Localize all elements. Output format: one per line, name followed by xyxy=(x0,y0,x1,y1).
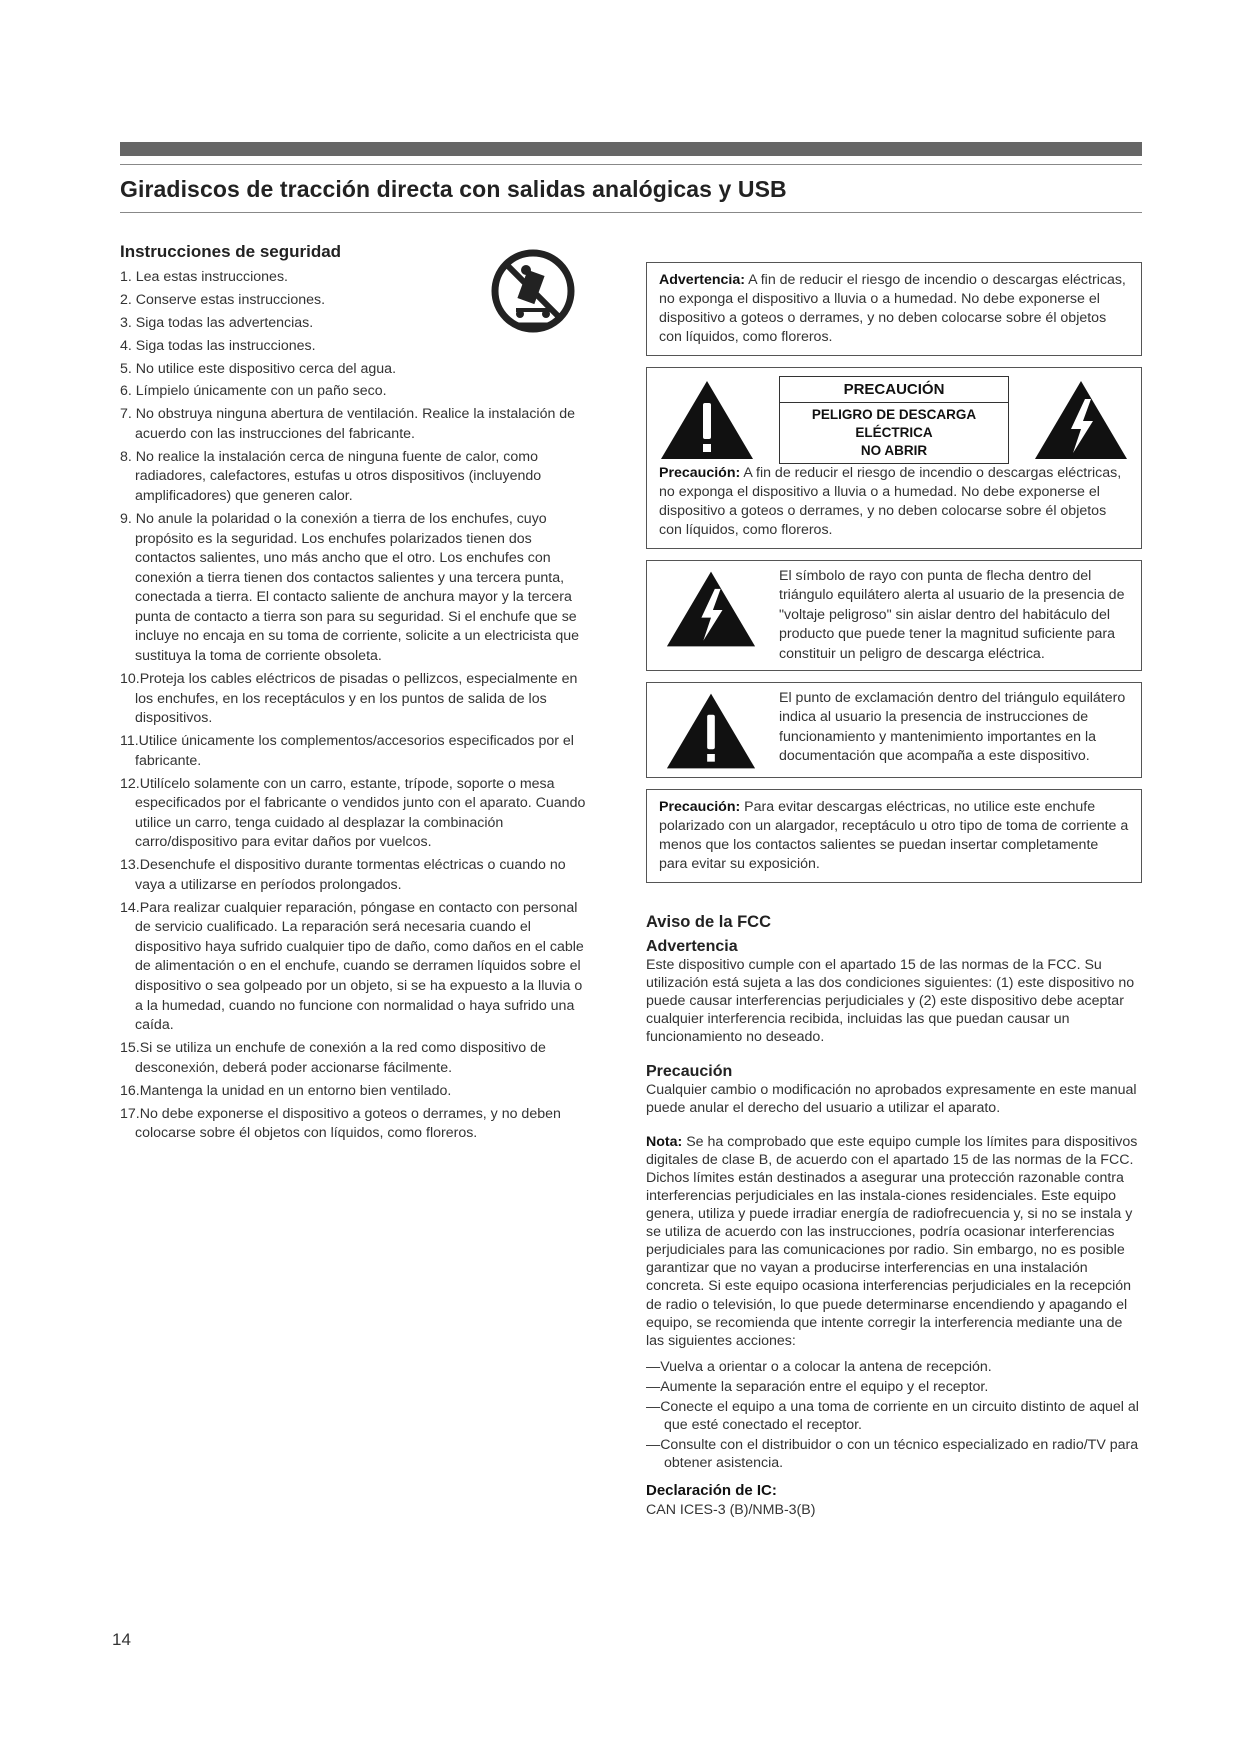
warning-label: Advertencia: xyxy=(659,272,745,288)
fcc-action-item: —Aumente la separación entre el equipo y el receptor. xyxy=(646,1378,989,1395)
safety-item: 6. Límpielo únicamente con un paño seco. xyxy=(120,383,387,400)
caution-symbol-row xyxy=(659,376,1129,464)
fcc-action-item: —Conecte el equipo a una toma de corriente en un circuito distinto de aquel al que esté conectado el receptor. xyxy=(646,1399,1139,1434)
safety-item: 4. Siga todas las instrucciones. xyxy=(120,337,316,354)
fcc-warning-section xyxy=(646,938,1142,1046)
safety-item: 2. Conserve estas instrucciones. xyxy=(120,291,326,308)
safety-item: 7. No obstruya ninguna abertura de ventilación. Realice la instalación de acuerdo con las instrucciones del fabricante. xyxy=(120,406,576,442)
right-column xyxy=(646,262,1142,1518)
ic-declaration-heading: Declaración de IC: xyxy=(646,1482,777,1500)
fcc-notice xyxy=(646,913,1142,1518)
fcc-action-item: —Vuelva a orientar o a colocar la antena de recepción. xyxy=(646,1358,992,1375)
fcc-note xyxy=(646,1133,1142,1350)
safety-item: 10.Proteja los cables eléctricos de pisadas o pellizcos, especialmente en los enchufes, en los receptáculos y en los puntos de salida de los dispositivos. xyxy=(120,670,578,727)
fcc-caution-heading: Precaución xyxy=(646,1062,733,1080)
top-rule-bar xyxy=(120,142,1142,156)
lightning-symbol-box xyxy=(646,560,1142,671)
exclamation-triangle-icon xyxy=(659,379,755,461)
page-title: Giradiscos de tracción directa con salidas analógicas y USB xyxy=(120,176,787,202)
fcc-warning-text: Este dispositivo cumple con el apartado 15 de las normas de la FCC. Su utilización está sujeta a las dos condiciones siguientes: (1) este dispositivo no puede causar interferencias perjudiciales y (2) este dispositivo debe aceptar cualquier interferencia recibida, incluidas las que puedan causar un funcionamiento no deseado. xyxy=(646,957,1135,1046)
caution-box xyxy=(646,367,1142,549)
plug-caution-label: Precaución: xyxy=(659,799,741,816)
safety-item: 11.Utilice únicamente los complementos/accesorios especificados por el fabricante. xyxy=(120,733,574,769)
title-rule-line xyxy=(120,212,1142,213)
fcc-caution-section xyxy=(646,1063,1142,1117)
fcc-caution-text: Cualquier cambio o modificación no aprobados expresamente en este manual puede anular el derecho del usuario a utilizar el aparato. xyxy=(646,1081,1137,1116)
lightning-symbol-text: El símbolo de rayo con punta de flecha dentro del triángulo equilátero alerta al usuario de la presencia de "voltaje peligroso" sin aislar dentro del habitáculo del producto que puede tener la magnitud suficiente para constituir un peligro de descarga eléctrica. xyxy=(779,568,1125,662)
safety-item: 1. Lea estas instrucciones. xyxy=(120,269,288,285)
safety-item: 15.Si se utiliza un enchufe de conexión a la red como dispositivo de desconexión, deberá poder accionarse fácilmente. xyxy=(120,1040,546,1076)
safety-heading: Instrucciones de seguridad xyxy=(120,242,342,261)
lightning-triangle-icon xyxy=(1033,379,1129,461)
safety-item: 12.Utilícelo solamente con un carro, estante, trípode, soporte o mesa especificados por el fabricante o vendidos junto con el aparato. Cuando utilice un carro, tenga cuidado al desplazar la combinación carro/dispositivo para evitar daños por vuelcos. xyxy=(120,775,586,851)
safety-item: 3. Siga todas las advertencias. xyxy=(120,314,314,331)
plug-caution-box xyxy=(646,789,1142,883)
warning-box xyxy=(646,262,1142,356)
fcc-note-label: Nota: xyxy=(646,1133,683,1150)
page-number: 14 xyxy=(112,1630,131,1649)
safety-item: 8. No realice la instalación cerca de ninguna fuente de calor, como radiadores, calefactores, estufas u otros dispositivos (incluyendo amplificadores) que generen calor. xyxy=(120,448,542,505)
safety-item: 9. No anule la polaridad o la conexión a tierra de los enchufes, cuyo propósito es la seguridad. Los enchufes polarizados tienen dos contactos salientes, uno más ancho que el otro. Los enchufes con conexión a tierra tienen dos contactos salientes y una tercera punta, conectada a tierra. El contacto saliente de anchura mayor y la tercera punta de contacto a tierra son para su seguridad. Si el enchufe que se incluye no encaja en su toma de corriente, solicite a un electricista que sustituya la toma de corriente obsoleta. xyxy=(120,510,580,665)
fcc-warning-heading: Advertencia xyxy=(646,938,738,956)
fcc-action-item: —Consulte con el distribuidor o con un técnico especializado en radio/TV para obtener asistencia. xyxy=(646,1437,1139,1472)
caution-subtitle xyxy=(780,403,1008,463)
exclamation-triangle-icon xyxy=(665,691,757,771)
caution-paragraph-label: Precaución: xyxy=(659,465,741,481)
top-rule-line xyxy=(120,164,1142,165)
cart-warning-icon xyxy=(488,246,578,336)
safety-list xyxy=(120,268,590,1144)
safety-item: 13.Desenchufe el dispositivo durante tormentas eléctricas o cuando no vaya a utilizarse en períodos prolongados. xyxy=(120,857,566,893)
lightning-triangle-icon xyxy=(665,569,757,649)
ic-declaration-text: CAN ICES-3 (B)/NMB-3(B) xyxy=(646,1502,816,1519)
caution-title: PRECAUCIÓN xyxy=(780,377,1008,403)
safety-item: 14.Para realizar cualquier reparación, póngase en contacto con personal de servicio cualificado. La reparación será necesaria cuando el dispositivo haya sufrido cualquier tipo de daño, como daños en el cable de alimentación o en el enchufe, cuando se derramen líquidos sobre el dispositivo o sea golpeado por un objeto, si se ha expuesto a la lluvia o a la humedad, cuando no funcione con normalidad o haya sufrido una caída. xyxy=(120,899,584,1034)
fcc-heading: Aviso de la FCC xyxy=(646,913,771,932)
fcc-note-text: Se ha comprobado que este equipo cumple los límites para dispositivos digitales de clase B, de acuerdo con el apartado 15 de las normas de la FCC. Dichos límites están destinados a asegurar una protección razonable contra interferencias perjudiciales en las instala-ciones residenciales. Este equipo genera, utiliza y puede irradiar energía de radiofrecuencia y, si no se instala y se utiliza de acuerdo con las instrucciones, podría ocasionar interferencias perjudiciales para las comunicaciones por radio. Sin embargo, no es posible garantizar que no vayan a producirse interferencias en una instalación concreta. Si este equipo ocasiona interferencias perjudiciales en la recepción de radio o televisión, lo que puede determinarse encendiendo y apagando el equipo, se recomienda que intente corregir la interferencia mediante una de las siguientes acciones: xyxy=(646,1133,1138,1349)
safety-instructions xyxy=(120,242,590,1147)
plug-caution-text: Para evitar descargas eléctricas, no utilice este enchufe polarizado con un alargador, receptáculo u otro tipo de toma de corriente a menos que los contactos salientes se puedan insertar completamente para evitar su exposición. xyxy=(659,799,1129,873)
caution-subtitle-line2: NO ABRIR xyxy=(860,443,928,458)
fcc-actions-list xyxy=(646,1358,1142,1473)
exclamation-symbol-box xyxy=(646,682,1142,778)
safety-item: 16.Mantenga la unidad en un entorno bien ventilado. xyxy=(120,1082,452,1099)
caution-label xyxy=(779,376,1009,464)
exclamation-symbol-text: El punto de exclamación dentro del triángulo equilátero indica al usuario la presencia de instrucciones de funcionamiento y mantenimiento importantes en la documentación que acompaña a este dispositivo. xyxy=(779,690,1126,765)
caution-subtitle-line1: PELIGRO DE DESCARGA ELÉCTRICA xyxy=(811,407,977,440)
safety-item: 17.No debe exponerse el dispositivo a goteos o derrames, y no deben colocarse sobre él objetos con líquidos, como floreros. xyxy=(120,1105,561,1142)
warning-text: A fin de reducir el riesgo de incendio o descargas eléctricas, no exponga el dispositivo a lluvia o a humedad. No debe exponerse el dispositivo a goteos o derrames, y no deben colocarse sobre él objetos con líquidos, como floreros. xyxy=(659,272,1126,345)
caution-paragraph-text: A fin de reducir el riesgo de incendio o descargas eléctricas, no exponga el dispositivo a lluvia o a humedad. No debe exponerse el dispositivo a goteos o derrames, y no deben colocarse sobre él objetos con líquidos, como floreros. xyxy=(659,465,1122,538)
caution-paragraph xyxy=(659,464,1129,540)
safety-item: 5. No utilice este dispositivo cerca del agua. xyxy=(120,360,397,377)
